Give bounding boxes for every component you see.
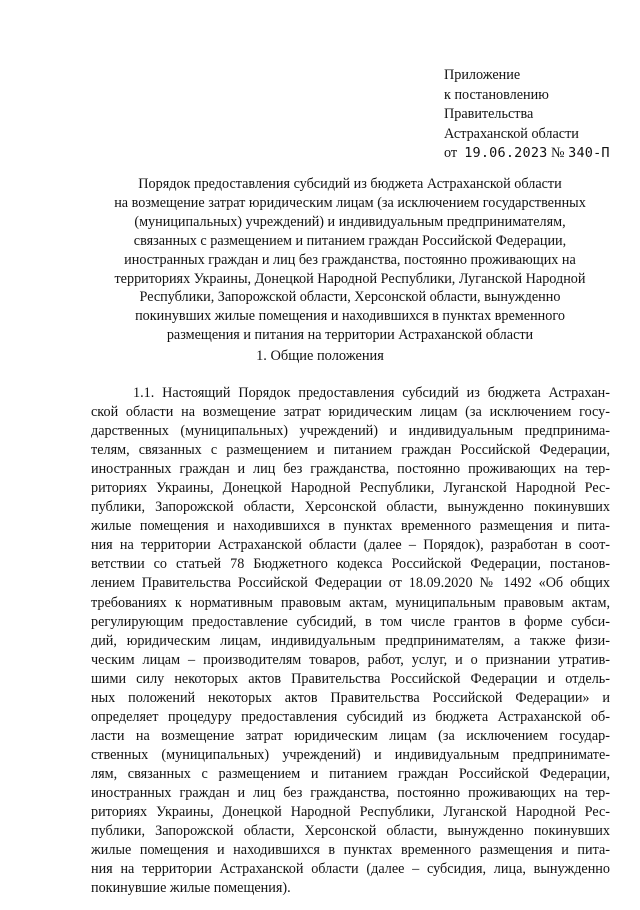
paragraph-line: ветствии со статьей 78 Бюджетного кодекса Российской Федерации, постанов- [91,556,610,573]
title-line: покинувших жилые помещения и находившихся в пунктах временного [135,308,565,325]
paragraph-line: ласти на возмещение затрат юридическим лицам (за исключением государ- [91,727,610,744]
paragraph-line: ческим лицам – производителям товаров, работ, услуг, и о признании утратив- [91,651,610,668]
paragraph-line: лением Правительства Российской Федерации от 18.09.2020 № 1492 «Об общих [91,575,610,592]
title-line: связанных с размещением и питанием граждан Российской Федерации, [133,232,567,249]
decree-number: 340-П [568,145,610,161]
title-line: Республики, Запорожской области, Херсонской области, вынужденно [139,289,561,306]
paragraph-line: публики, Запорожской области, Херсонской области, вынужденно покинувших [91,499,610,516]
paragraph-line: ственных (муниципальных) учреждений) и индивидуальным предпринимате- [91,746,610,763]
paragraph-line: риториях Украины, Донецкой Народной Республики, Луганской Народной Рес- [91,804,610,821]
paragraph-line: лям, связанных с размещением и питанием граждан Российской Федерации, [91,765,610,782]
paragraph-line: регулирующим предоставление субсидий, в том числе грантов в форме субси- [91,613,610,630]
paragraph-line: дий, юридическим лицам, индивидуальным предпринимателям, а также физи- [91,632,610,649]
decree-date: 19.06.2023 [464,145,548,161]
number-sign: № [551,145,565,161]
paragraph-line: определяет процедуру предоставления субсидий из бюджета Астраханской об- [91,708,610,725]
appendix-block [444,66,610,164]
appendix-line: Правительства [444,106,534,122]
date-prefix: от [444,145,458,161]
appendix-line: Астраханской области [444,125,579,142]
title-line: на возмещение затрат юридическим лицам (за исключением государственных [114,194,586,211]
paragraph-line: иностранных граждан и лиц без гражданства, постоянно проживающих на тер- [91,461,610,478]
title-line: Порядок предоставления субсидий из бюджета Астраханской области [138,176,562,192]
section-heading: 1. Общие положения [256,348,384,364]
paragraph-line: шими силу некоторых актов Правительства Российской Федерации и отдель- [91,670,610,687]
paragraph-line: риториях Украины, Донецкой Народной Республики, Луганской Народной Рес- [91,480,610,497]
paragraph-line: дарственных (муниципальных) учреждений) и индивидуальным предпринима- [91,423,610,440]
appendix-line: Приложение [444,67,521,83]
paragraph-line: жилые помещения и находившихся в пунктах временного размещения и пита- [91,518,610,535]
appendix-date-line [444,144,610,164]
paragraph-line: ской области на возмещение затрат юридическим лицам (за исключением госу- [91,404,610,421]
paragraph-line: требованиях к нормативным правовым актам, муниципальным правовым актам, [91,594,610,611]
title-line: территориях Украины, Донецкой Народной Республики, Луганской Народной [114,270,586,287]
paragraph-line: ния на территории Астраханской области (далее – Порядок), разработан в соот- [91,537,610,554]
paragraph-line: иностранных граждан и лиц без гражданства, постоянно проживающих на тер- [91,784,610,801]
title-line: иностранных граждан и лиц без гражданства, постоянно проживающих на [124,251,576,268]
title-line: (муниципальных) учреждений) и индивидуальным предпринимателям, [134,213,566,230]
paragraph-line: жилые помещения и находившихся в пунктах временного размещения и пита- [91,842,610,859]
paragraph-line: ных положений некоторых актов Правительства Российской Федерации» и [91,689,610,706]
paragraph-line: ния на территории Астраханской области (далее – субсидия, лица, вынужденно [91,861,610,878]
appendix-line: к постановлению [444,86,549,103]
title-line: размещения и питания на территории Астраханской области [166,327,534,344]
paragraph-line: публики, Запорожской области, Херсонской области, вынужденно покинувших [91,823,610,840]
document-title [70,175,630,345]
paragraph-line: 1.1. Настоящий Порядок предоставления субсидий из бюджета Астрахан- [133,385,610,401]
paragraph-line: покинувшие жилые помещения). [91,880,291,897]
paragraph-line: телям, связанных с размещением и питанием граждан Российской Федерации, [91,442,610,459]
paragraph-1-1 [91,384,610,898]
